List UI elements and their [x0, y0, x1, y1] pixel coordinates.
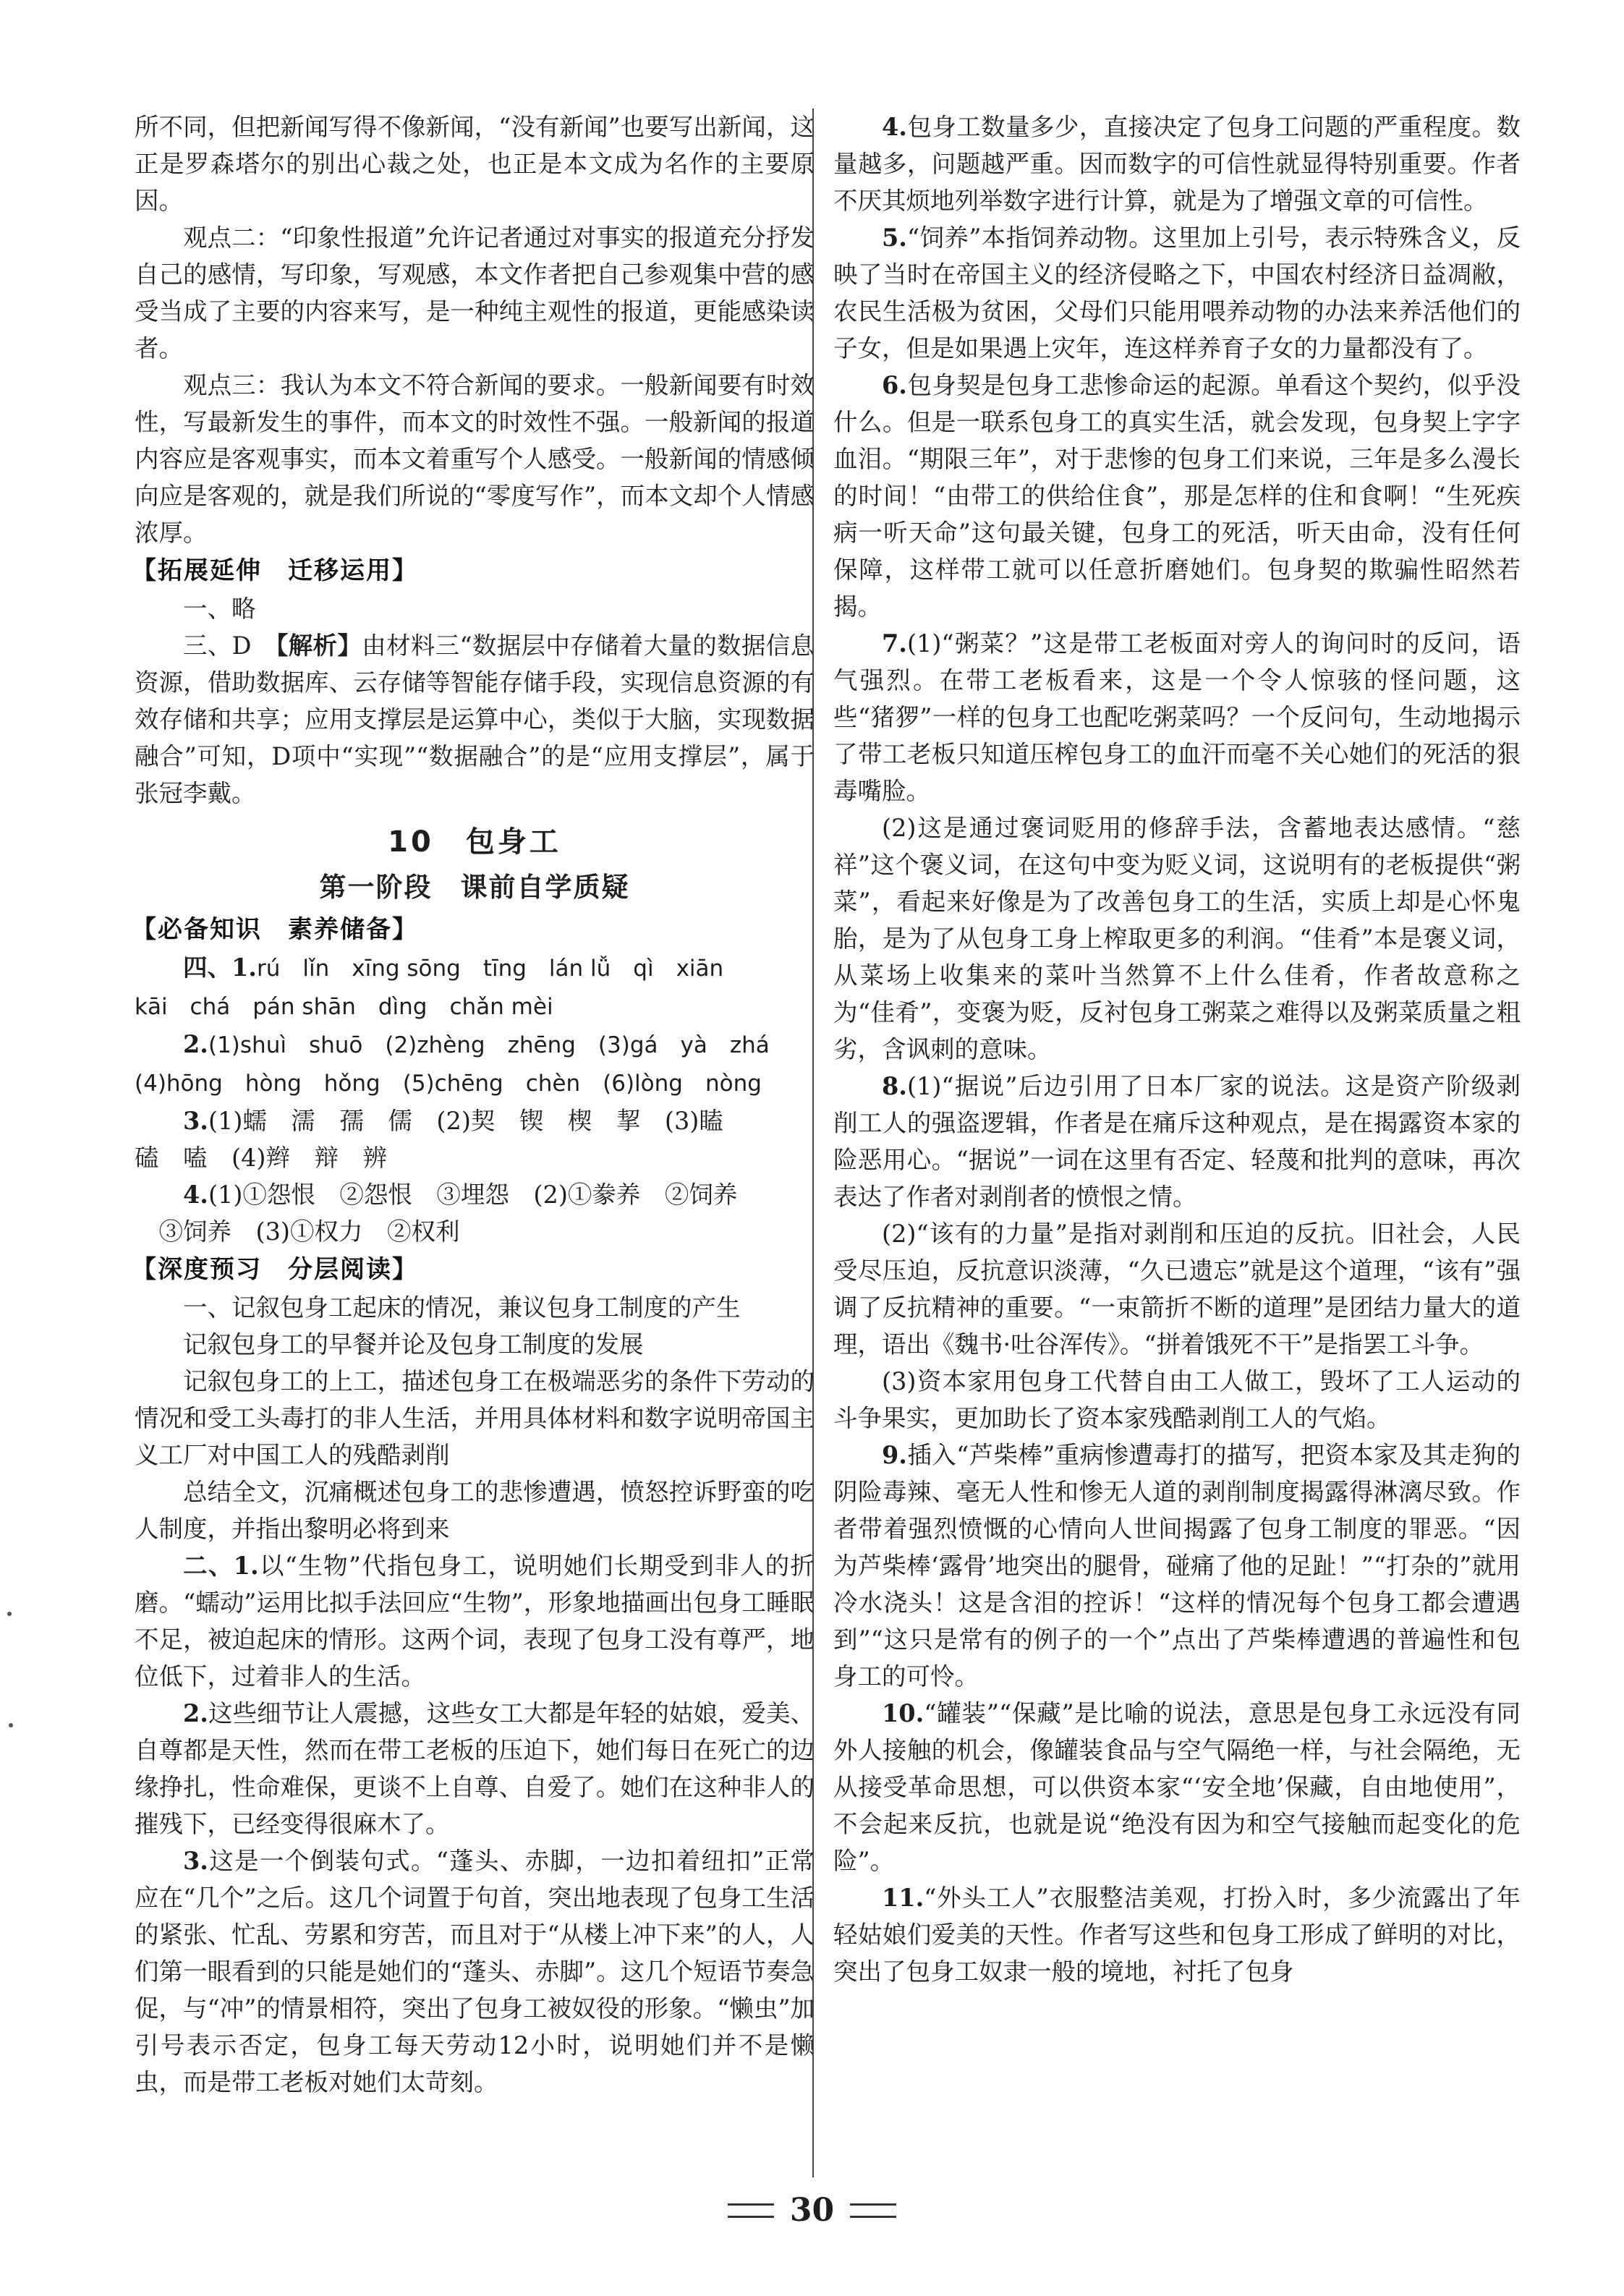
paragraph: [135, 1695, 815, 1842]
paragraph: 记叙包身工的上工，描述包身工在极端恶劣的条件下劳动的情况和受工头毒打的非人生活，并用具体材料和数字说明帝国主义工厂对中国工人的残酷剥削: [135, 1367, 815, 1469]
answer-text: 这是一个倒装句式。“蓬头、赤脚，一边扣着纽扣”正常应在“几个”之后。这几个词置于句首，突出地表现了包身工生活的紧张、忙乱、劳累和穷苦，而且对于“从楼上冲下来”的人，人们第一眼看到的只能是她们的“蓬头、赤脚”。这几个短语节奏急促，与“冲”的情景相符，突出了包身工被奴役的形象。“懒虫”加引号表示否定，包身工每天劳动12小时，说明她们并不是懒虫，而是带工老板对她们太苛刻。: [135, 1847, 815, 2096]
paragraph: [135, 987, 815, 1026]
paragraph: 一、记叙包身工起床的情况，兼议包身工制度的产生: [183, 1293, 741, 1322]
paragraph: [833, 625, 1521, 809]
paragraph: [135, 1842, 815, 2101]
analysis-tag: 【解析】: [276, 632, 362, 660]
question-number: 4.: [183, 1181, 208, 1209]
chapter-title: 10 包身工: [388, 825, 561, 859]
answer-text: 包身契是包身工悲惨命运的起源。单看这个契约，似乎没什么。但是一联系包身工的真实生活，就会发现，包身契上字字血泪。“期限三年”，对于悲惨的包身工们来说，三年是多么漫长的时间！“由带工的供给住食”，那是怎样的住和食啊！“生死疾病一听天命”这句最关键，包身工的死活，听天由命，没有任何保障，这样带工就可以任意折磨她们。包身契的欺骗性昭然若揭。: [833, 371, 1521, 621]
question-number: 四、1.: [183, 953, 257, 982]
question-number: 10.: [882, 1699, 924, 1727]
word-answers: (1)①怨恨 ②怨恨 ③埋怨 (2)①豢养 ②饲养: [208, 1181, 738, 1209]
question-number: 6.: [882, 371, 907, 399]
answer-text: 以“生物”代指包身工，说明她们长期受到非人的折磨。“蠕动”运用比拟手法回应“生物”，形象地描画出包身工睡眠不足，被迫起床的情形。这两个词，表现了包身工没有尊严，地位低下，过着非人的生活。: [135, 1552, 815, 1691]
page-footer: [0, 2192, 1624, 2229]
answer-text: “罐装”“保藏”是比喻的说法，意思是包身工永远没有同外人接触的机会，像罐装食品与空气隔绝一样，与社会隔绝，无从接受革命思想，可以供资本家“‘安全地’保藏，自由地使用”，不会起来反抗，也就是说“绝没有因为和空气接触而起变化的危险”。: [833, 1699, 1521, 1875]
paragraph: [135, 1547, 815, 1695]
question-number: 二、1.: [183, 1552, 259, 1580]
question-number: 2.: [183, 1699, 208, 1727]
footer-ornament: [728, 2203, 774, 2218]
question-number: 11.: [882, 1884, 924, 1912]
pinyin-answers: (4)hōng hòng hǒng (5)chēng chèn (6)lòng nòng: [135, 1071, 762, 1097]
paragraph: [135, 1026, 815, 1064]
pinyin-answers: rú lǐn xīng sōng tīng lán lǚ qì xiān: [256, 956, 724, 982]
paragraph: [833, 219, 1521, 367]
question-number: 2.: [183, 1030, 208, 1058]
answer-text: “饲养”本指饲养动物。这里加上引号，表示特殊含义，反映了当时在帝国主义的经济侵略之下，中国农村经济日益凋敝，农民生活极为贫困，父母们只能用喂养动物的办法来养活他们的子女，但是如果遇上灾年，连这样养育子女的力量都没有了。: [833, 224, 1521, 362]
paragraph: [135, 1064, 815, 1102]
pinyin-answers: kāi chá pán shān dìng chǎn mèi: [135, 994, 553, 1020]
question-number: 5.: [882, 224, 907, 252]
question-number: 3.: [183, 1847, 208, 1875]
paragraph: (3)资本家用包身工代替自由工人做工，毁坏了工人运动的斗争果实，更加助长了资本家残酷剥削工人的气焰。: [833, 1367, 1521, 1432]
paragraph: 观点三：我认为本文不符合新闻的要求。一般新闻要有时效性，写最新发生的事件，而本文的时效性不强。一般新闻的报道内容应是客观事实，而本文着重写个人感受。一般新闻的情感倾向应是客观的，就是我们所说的“零度写作”，而本文却个人情感浓厚。: [135, 371, 815, 547]
left-column: [132, 109, 815, 2101]
paragraph: [135, 1102, 815, 1139]
paragraph: 观点二：“印象性报道”允许记者通过对事实的报道充分抒发自己的感情，写印象，写观感，本文作者把自己参观集中营的感受当成了主要的内容来写，是一种纯主观性的报道，更能感染读者。: [135, 224, 815, 362]
stage-title: 第一阶段 课前自学质疑: [319, 872, 630, 903]
paragraph: 总结全文，沉痛概述包身工的悲惨遭遇，愤怒控诉野蛮的吃人制度，并指出黎明必将到来: [135, 1478, 815, 1543]
paragraph: [135, 1213, 815, 1250]
paragraph: [833, 1879, 1521, 1990]
character-answers: 磕 嗑 (4)辫 辩 辨: [135, 1144, 387, 1172]
question-number: 3.: [183, 1107, 208, 1135]
right-column: [833, 109, 1521, 1990]
question-number: 8.: [882, 1072, 907, 1100]
question-number: 4.: [882, 113, 907, 141]
pinyin-answers: (1)shuì shuō (2)zhèng zhēng (3)gá yà zhá: [208, 1032, 770, 1058]
answer-text: (1)“据说”后边引用了日本厂家的说法。这是资产阶级剥削工人的强盗逻辑，作者是在痛斥这种观点，是在揭露资本家的险恶用心。“据说”一词在这里有否定、轻蔑和批判的意味，再次表达了作者对剥削者的愤恨之情。: [833, 1072, 1521, 1211]
paragraph: [833, 109, 1521, 219]
question-number: 7.: [882, 629, 907, 658]
paragraph: (2)这是通过褒词贬用的修辞手法，含蓄地表达感情。“慈祥”这个褒义词，在这句中变为贬义词，这说明有的老板提供“粥菜”，看起来好像是为了改善包身工的生活，实质上却是心怀鬼胎，是为了从包身工身上榨取更多的利润。“佳肴”本是褒义词，从菜场上收集来的菜叶当然算不上什么佳肴，作者故意称之为“佳肴”，变褒为贬，反衬包身工粥菜之难得以及粥菜质量之粗劣，含讽刺的意味。: [833, 814, 1521, 1063]
answer-text: “外头工人”衣服整洁美观，打扮入时，多少流露出了年轻姑娘们爱美的天性。作者写这些和包身工形成了鲜明的对比，突出了包身工奴隶一般的境地，衬托了包身: [833, 1884, 1521, 1986]
paragraph: 所不同，但把新闻写得不像新闻，“没有新闻”也要写出新闻，这正是罗森塔尔的别出心裁之处，也正是本文成为名作的主要原因。: [135, 113, 815, 215]
column-divider: [812, 109, 814, 2177]
paragraph: [135, 949, 815, 987]
question-number: 9.: [882, 1441, 907, 1469]
section-header: 【必备知识 素养储备】: [132, 915, 418, 944]
word-answers: ③饲养 (3)①权力 ②权利: [158, 1217, 460, 1246]
footer-ornament: [850, 2203, 896, 2218]
character-answers: (1)蠕 濡 孺 儒 (2)契 锲 楔 挈 (3)瞌: [208, 1107, 723, 1135]
scan-speck: [7, 1612, 12, 1616]
paragraph: [833, 1437, 1521, 1695]
answer-text: 包身工数量多少，直接决定了包身工问题的严重程度。数量越多，问题越严重。因而数字的可信性就显得特别重要。作者不厌其烦地列举数字进行计算，就是为了增强文章的可信性。: [833, 113, 1521, 215]
answer-text: (1)“粥菜？”这是带工老板面对旁人的询问时的反问，语气强烈。在带工老板看来，这是一个令人惊骇的怪问题，这些“猪猡”一样的包身工也配吃粥菜吗？一个反问句，生动地揭示了带工老板只知道压榨包身工的血汗而毫不关心她们的死活的狠毒嘴脸。: [833, 629, 1521, 805]
paragraph: [135, 1139, 815, 1176]
section-header: 【拓展延伸 迁移运用】: [132, 556, 418, 585]
answer-label: 三、D: [183, 632, 276, 660]
page-number: 30: [789, 2192, 835, 2229]
answer-text: 这些细节让人震撼，这些女工大都是年轻的姑娘，爱美、自尊都是天性，然而在带工老板的压迫下，她们每日在死亡的边缘挣扎，性命难保，更谈不上自尊、自爱了。她们在这种非人的摧残下，已经变得很麻木了。: [135, 1699, 815, 1838]
scan-speck: [9, 1723, 13, 1727]
answer-text: 插入“芦柴棒”重病惨遭毒打的描写，把资本家及其走狗的阴险毒辣、毫无人性和惨无人道的剥削制度揭露得淋漓尽致。作者带着强烈愤慨的心情向人世间揭露了包身工制度的罪恶。“因为芦柴棒‘露骨’地突出的腿骨，碰痛了他的足趾！”“打杂的”就用冷水浇头！这是含泪的控诉！“这样的情况每个包身工都会遭遇到”“这只是常有的例子的一个”点出了芦柴棒遭遇的普遍性和包身工的可怜。: [833, 1441, 1521, 1691]
paragraph: [833, 1068, 1521, 1215]
paragraph: (2)“该有的力量”是指对剥削和压迫的反抗。旧社会，人民受尽压迫，反抗意识淡薄，“久已遗忘”就是这个道理，“该有”强调了反抗精神的重要。“一束箭折不断的道理”是团结力量大的道理，语出《魏书·吐谷浑传》。“拼着饿死不干”是指罢工斗争。: [833, 1220, 1521, 1359]
paragraph: [135, 1176, 815, 1213]
paragraph: [833, 367, 1521, 625]
analysis-text: 由材料三“数据层中存储着大量的数据信息资源，借助数据库、云存储等智能存储手段，实现信息资源的有效存储和共享；应用支撑层是运算中心，类似于大脑，实现数据融合”可知，D项中“实现”“数据融合”的是“应用支撑层”，属于张冠李戴。: [135, 632, 815, 807]
section-header: 【深度预习 分层阅读】: [132, 1255, 418, 1284]
paragraph: [833, 1695, 1521, 1879]
paragraph: 一、略: [183, 595, 256, 623]
paragraph: [135, 627, 815, 812]
paragraph: 记叙包身工的早餐并论及包身工制度的发展: [183, 1330, 644, 1359]
